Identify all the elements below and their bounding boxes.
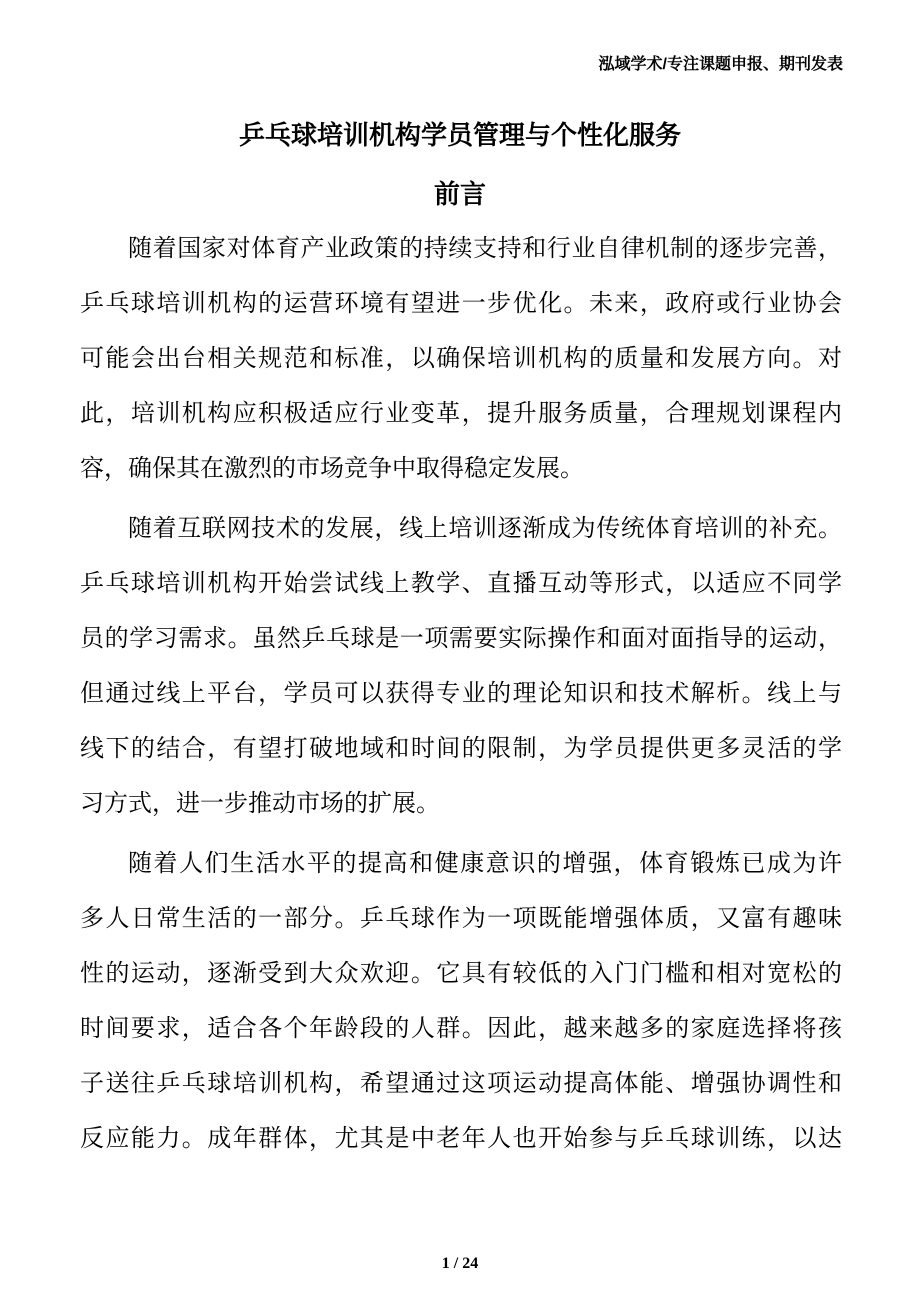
text-line: 但通过线上平台，学员可以获得专业的理论知识和技术解析。线上与 bbox=[80, 681, 842, 707]
text-line: 此，培训机构应积极适应行业变革，提升服务质量，合理规划课程内 bbox=[80, 401, 842, 427]
text-line: 习方式，进一步推动市场的扩展。 bbox=[80, 791, 440, 817]
text-line: 多人日常生活的一部分。乒乓球作为一项既能增强体质，又富有趣味 bbox=[80, 906, 842, 932]
text-line: 时间要求，适合各个年龄段的人群。因此，越来越多的家庭选择将孩 bbox=[80, 1016, 842, 1042]
text-line: 线下的结合，有望打破地域和时间的限制，为学员提供更多灵活的学 bbox=[80, 736, 842, 762]
text-line: 反应能力。成年群体，尤其是中老年人也开始参与乒乓球训练，以达 bbox=[80, 1126, 842, 1152]
document-title: 乒乓球培训机构学员管理与个性化服务 bbox=[238, 120, 681, 150]
text-line: 性的运动，逐渐受到大众欢迎。它具有较低的入门门槛和相对宽松的 bbox=[80, 961, 842, 987]
text-line: 随着国家对体育产业政策的持续支持和行业自律机制的逐步完善， bbox=[128, 236, 842, 262]
paragraph bbox=[80, 502, 842, 832]
text-line: 员的学习需求。虽然乒乓球是一项需要实际操作和面对面指导的运动， bbox=[80, 626, 842, 652]
paragraph bbox=[80, 837, 842, 1167]
text-line: 乒乓球培训机构开始尝试线上教学、直播互动等形式，以适应不同学 bbox=[80, 571, 842, 597]
section-heading-preface: 前言 bbox=[433, 179, 486, 209]
page-number: 1 / 24 bbox=[441, 1255, 479, 1272]
body-text bbox=[80, 222, 842, 1172]
text-line: 随着人们生活水平的提高和健康意识的增强，体育锻炼已成为许 bbox=[128, 851, 842, 877]
text-line: 乒乓球培训机构的运营环境有望进一步优化。未来，政府或行业协会 bbox=[80, 291, 842, 317]
text-line: 随着互联网技术的发展，线上培训逐渐成为传统体育培训的补充。 bbox=[128, 516, 842, 542]
text-line: 容，确保其在激烈的市场竞争中取得稳定发展。 bbox=[80, 456, 584, 482]
text-line: 可能会出台相关规范和标准，以确保培训机构的质量和发展方向。对 bbox=[80, 346, 842, 372]
paragraph bbox=[80, 222, 842, 497]
page-header-brand: 泓域学术/专注课题申报、期刊发表 bbox=[598, 56, 843, 73]
text-line: 子送往乒乓球培训机构，希望通过这项运动提高体能、增强协调性和 bbox=[80, 1071, 842, 1097]
